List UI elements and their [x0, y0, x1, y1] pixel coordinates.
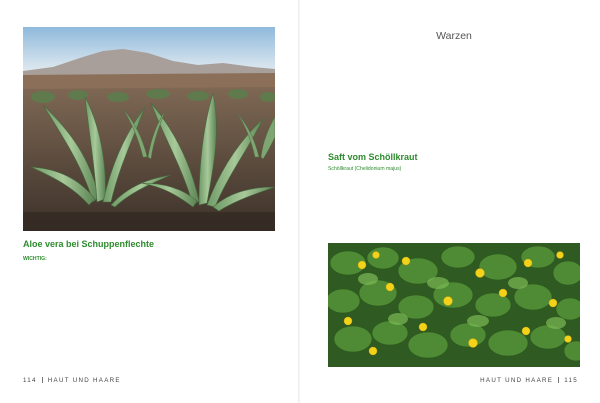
right-intro-text	[328, 45, 580, 49]
left-footer	[23, 377, 121, 384]
page-number-left: 114	[23, 377, 37, 384]
left-body-text	[23, 252, 277, 267]
page-number-right: 115	[564, 377, 578, 384]
footer-separator	[558, 377, 559, 383]
right-section-heading: Warzen	[436, 30, 472, 42]
right-paragraph-subsection	[328, 166, 580, 173]
right-subsection-text	[328, 166, 580, 177]
right-footer	[480, 377, 578, 384]
celandine-plant-photo	[328, 243, 580, 367]
running-head-left: HAUT UND HAARE	[47, 377, 121, 384]
aloe-field-photo	[23, 27, 275, 231]
footer-separator	[42, 377, 43, 383]
left-section-heading: Aloe vera bei Schuppenflechte	[23, 239, 155, 249]
running-head-right: HAUT UND HAARE	[480, 377, 554, 384]
paragraph-lead-important: WICHTIG:	[23, 256, 47, 262]
paragraph-highlight: Schöllkraut (Chelidonium majus)	[328, 166, 402, 172]
left-paragraph-2	[23, 256, 277, 263]
right-subheading: Saft vom Schöllkraut	[328, 152, 418, 162]
